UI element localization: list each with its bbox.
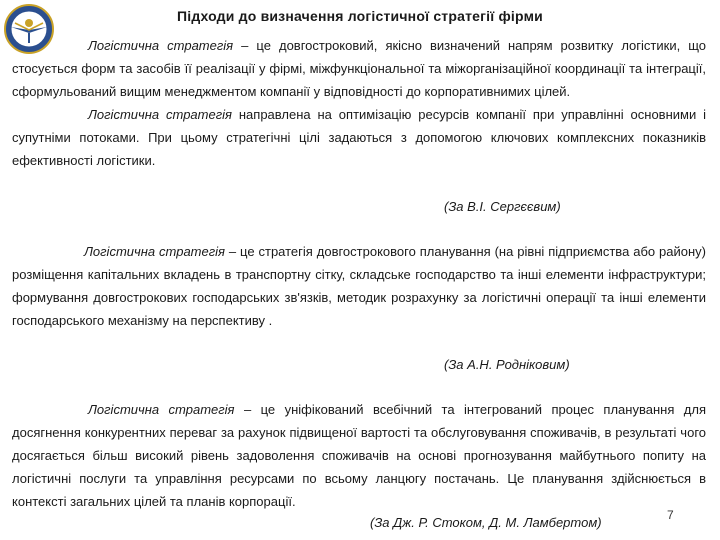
source-citation: (За А.Н. Родніковим) [444, 357, 570, 372]
definition-term: Логістична стратегія [88, 402, 235, 417]
definition-block-1 [12, 34, 706, 172]
definition-body: – це стратегія довгострокового планування (на рівні підприємства або району) розміщення капітальних вкладень в транспортну сітку, складське господарство та інші елементи інфраструктури; формування довгострокових господарських зв'язків, методик розрахунку за логістичні операції та інші елементи господарського механізму на перспективу . [12, 244, 707, 328]
definition-block-2 [12, 240, 706, 332]
source-citation: (За Дж. Р. Стоком, Д. М. Ламбертом) [370, 515, 602, 530]
definition-body: – це довгостроковий, якісно визначений напрям розвитку логістики, що стосується форм та засобів її реалізації у фірмі, міжфункціональної та міжорганізаційної координації та інтеграції, сформульований вищим менеджментом компанії у відповідності до корпоративнимих цілей. [12, 38, 707, 99]
definition-paragraph [12, 398, 706, 513]
definition-paragraph [12, 34, 706, 103]
page-number: 7 [667, 508, 674, 522]
source-citation: (За В.І. Сергєєвим) [444, 199, 561, 214]
definition-paragraph [12, 240, 706, 332]
definition-term: Логістична стратегія [88, 38, 234, 53]
page-title: Підходи до визначення логістичної стратегії фірми [177, 8, 543, 24]
definition-term: Логістична стратегія [84, 244, 225, 259]
definition-paragraph [12, 103, 706, 172]
definition-block-3 [12, 398, 706, 513]
definition-body: – це уніфікований всебічний та інтегрований процес планування для досягнення конкурентних переваг за рахунок підвищеної вартості та обслуговування споживачів, в результаті чого досягається більш високий рівень задоволення споживачів на основі прогнозування майбутнього попиту на логістичні послуги та управління ресурсами по всьому ланцюгу постачань. Це планування здійснюється в контексті загальних цілей та планів корпорації. [12, 402, 707, 509]
definition-term: Логістична стратегія [88, 107, 232, 122]
definition-body: направлена на оптимізацію ресурсів компанії при управлінні основними і супутніми потоками. При цьому стратегічні цілі задаються з допомогою ключових комплексних показників ефективності логістики. [12, 107, 707, 168]
